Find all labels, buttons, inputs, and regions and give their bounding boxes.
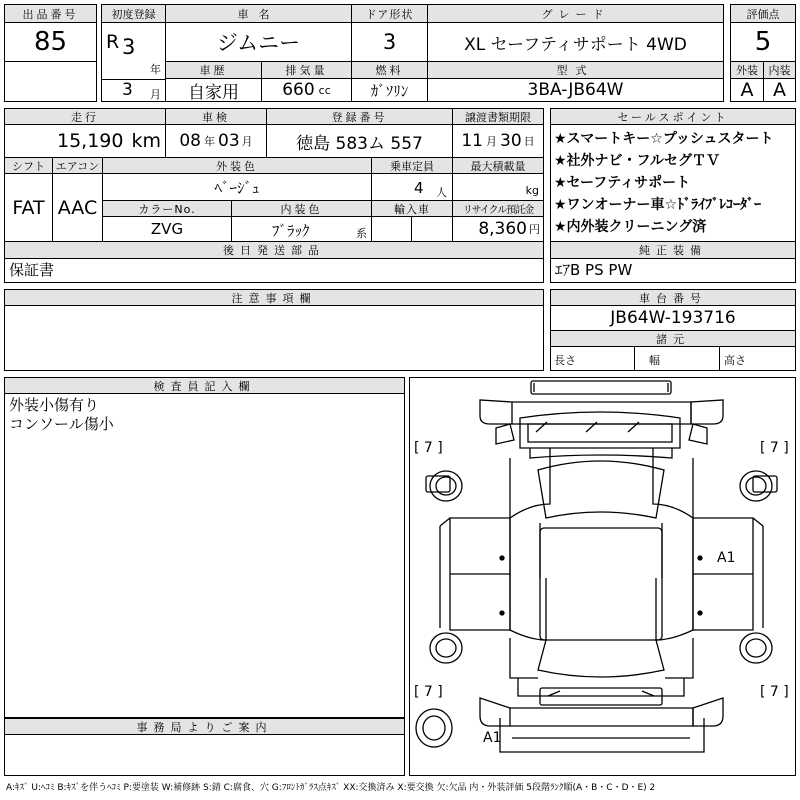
specs-label: 諸元	[550, 330, 796, 347]
height-cell: 高さ	[719, 346, 796, 371]
car-name-value: ジムニー	[165, 22, 352, 62]
sales-point-5: ★内外装クリーニング済	[554, 219, 707, 235]
car-outline-drawing	[410, 378, 795, 775]
max-load-label: 最大積載量	[452, 157, 544, 174]
import-box-2	[411, 216, 453, 242]
later-parts-label: 後日発送部品	[4, 241, 544, 259]
color-number-label: カラーNo.	[102, 200, 232, 217]
interior-grade: A	[763, 78, 796, 102]
mileage-value: 15,190	[57, 130, 124, 152]
mileage-box	[4, 124, 166, 158]
color-number-value: ZVG	[102, 216, 232, 242]
office-notice-label: 事務局よりご案内	[4, 718, 405, 735]
model-code-value: 3BA-JB64W	[427, 78, 724, 102]
aircon-label: エアコン	[52, 157, 103, 174]
inspection-month: 03	[218, 131, 240, 151]
inspection-year: 08	[179, 131, 201, 151]
office-notice-box	[4, 734, 405, 776]
inspector-notes-text: 外装小傷有り コンソール傷小	[4, 393, 405, 718]
score-label: 評価点	[730, 4, 796, 23]
recycle-fee-unit: 円	[529, 223, 540, 236]
month-unit: 月	[150, 88, 161, 101]
year-unit: 年	[150, 63, 161, 76]
import-label: 輸入車	[371, 200, 453, 217]
length-cell: 長さ	[550, 346, 635, 371]
door-type-label: ドア形状	[351, 4, 428, 23]
era-letter: R	[106, 31, 120, 53]
displacement-value: 660	[282, 80, 315, 100]
tire-tag-rear-left: [ 7 ]	[414, 684, 443, 700]
exterior-color-value: ﾍﾞｰｼﾞｭ	[102, 173, 372, 201]
interior-color-value: ﾌﾞﾗｯｸ	[272, 222, 310, 240]
history-value: 自家用	[165, 78, 262, 102]
tire-tag-rear-right: [ 7 ]	[760, 684, 789, 700]
inspection-label: 車検	[165, 108, 267, 125]
chassis-number-value: JB64W-193716	[550, 305, 796, 331]
plate-value: 徳島 583ム 557	[266, 124, 453, 158]
genuine-equipment-label: 純正装備	[550, 241, 796, 259]
transfer-deadline-label: 譲渡書類期限	[452, 108, 544, 125]
width-cell: 幅	[634, 346, 720, 371]
sales-points-box	[550, 124, 796, 242]
first-registration-year-box	[101, 22, 166, 80]
aircon-value: AAC	[52, 173, 103, 242]
tire-tag-front-left: [ 7 ]	[414, 440, 443, 456]
legend-footer: A:ｷｽﾞ U:ﾍｺﾐ B:ｷｽﾞを伴うﾍｺﾐ P:要塗装 W:補修跡 S:錆 C:腐食、穴 G:ﾌﾛﾝﾄｶﾞﾗｽ点ｷｽﾞ XX:交換済み X:要交換 欠:欠品 内・外装評価 5段階ﾗﾝｸ順(A・B・C・D・E) 2	[6, 783, 656, 793]
inspection-box	[165, 124, 267, 158]
mileage-unit: km	[131, 130, 161, 152]
lot-number-label: 出品番号	[4, 4, 97, 23]
sales-point-2: ★社外ナビ・フルセグＴＶ	[554, 153, 720, 169]
max-load-box	[452, 173, 544, 201]
displacement-box	[261, 78, 352, 102]
shift-label: シフト	[4, 157, 53, 174]
registration-year: 3	[122, 35, 136, 59]
mileage-label: 走行	[4, 108, 166, 125]
notes-box	[4, 305, 544, 371]
grade-value: XL セーフティサポート 4WD	[427, 22, 724, 62]
registration-month: 3	[122, 80, 133, 100]
recycle-fee-label: リサイクル預託金	[452, 200, 544, 217]
first-registration-label: 初度登録	[101, 4, 166, 23]
capacity-value: 4	[414, 179, 424, 197]
lot-number-blank	[4, 61, 97, 102]
first-registration-month-box	[101, 79, 166, 102]
transfer-deadline-box	[452, 124, 544, 158]
capacity-unit: 人	[436, 186, 447, 199]
damage-mark-rear: A1	[483, 730, 502, 746]
interior-color-label: 内装色	[231, 200, 372, 217]
later-parts-value: 保証書	[4, 258, 544, 283]
inspector-notes-label: 検査員記入欄	[4, 377, 405, 394]
damage-mark-right-door: A1	[717, 550, 736, 566]
transfer-day-unit: 日	[523, 135, 535, 148]
displacement-label: 排気量	[261, 61, 352, 79]
grade-label: グレード	[427, 4, 724, 23]
recycle-fee-value: 8,360	[478, 219, 527, 239]
genuine-equipment-value: ｴｱB PS PW	[550, 258, 796, 283]
transfer-day: 30	[500, 131, 522, 151]
fuel-label: 燃料	[351, 61, 428, 79]
interior-color-unit: 系	[356, 227, 367, 240]
exterior-grade: A	[730, 78, 764, 102]
model-code-label: 型式	[427, 61, 724, 79]
tire-tag-front-right: [ 7 ]	[760, 440, 789, 456]
transfer-month-unit: 月	[486, 135, 497, 148]
history-label: 車歴	[165, 61, 262, 79]
exterior-color-label: 外装色	[102, 157, 372, 174]
notes-label: 注意事項欄	[4, 289, 544, 306]
car-name-label: 車名	[165, 4, 352, 23]
capacity-label: 乗車定員	[371, 157, 453, 174]
interior-label: 内装	[763, 61, 796, 79]
score-value: 5	[730, 22, 796, 62]
inspection-year-unit: 年	[204, 135, 215, 148]
capacity-box	[371, 173, 453, 201]
sales-point-4: ★ワンオーナー車☆ﾄﾞﾗｲﾌﾞﾚｺｰﾀﾞｰ	[554, 197, 762, 213]
import-box-1	[371, 216, 412, 242]
door-type-value: 3	[351, 22, 428, 62]
fuel-value: ｶﾞｿﾘﾝ	[351, 78, 428, 102]
damage-diagram	[409, 377, 796, 776]
shift-value: FAT	[4, 173, 53, 242]
transfer-month: 11	[461, 131, 483, 151]
sales-point-1: ★スマートキー☆プッシュスタート	[554, 131, 774, 147]
sales-points-label: セールスポイント	[550, 108, 796, 125]
displacement-unit: cc	[318, 83, 331, 97]
chassis-number-label: 車台番号	[550, 289, 796, 306]
max-load-unit: kg	[525, 184, 539, 197]
lot-number-value: 85	[4, 22, 97, 62]
interior-color-box	[231, 216, 372, 242]
inspection-month-unit: 月	[241, 135, 253, 148]
plate-label: 登録番号	[266, 108, 453, 125]
exterior-label: 外装	[730, 61, 764, 79]
recycle-fee-box	[452, 216, 544, 242]
sales-point-3: ★セーフティサポート	[554, 175, 691, 191]
